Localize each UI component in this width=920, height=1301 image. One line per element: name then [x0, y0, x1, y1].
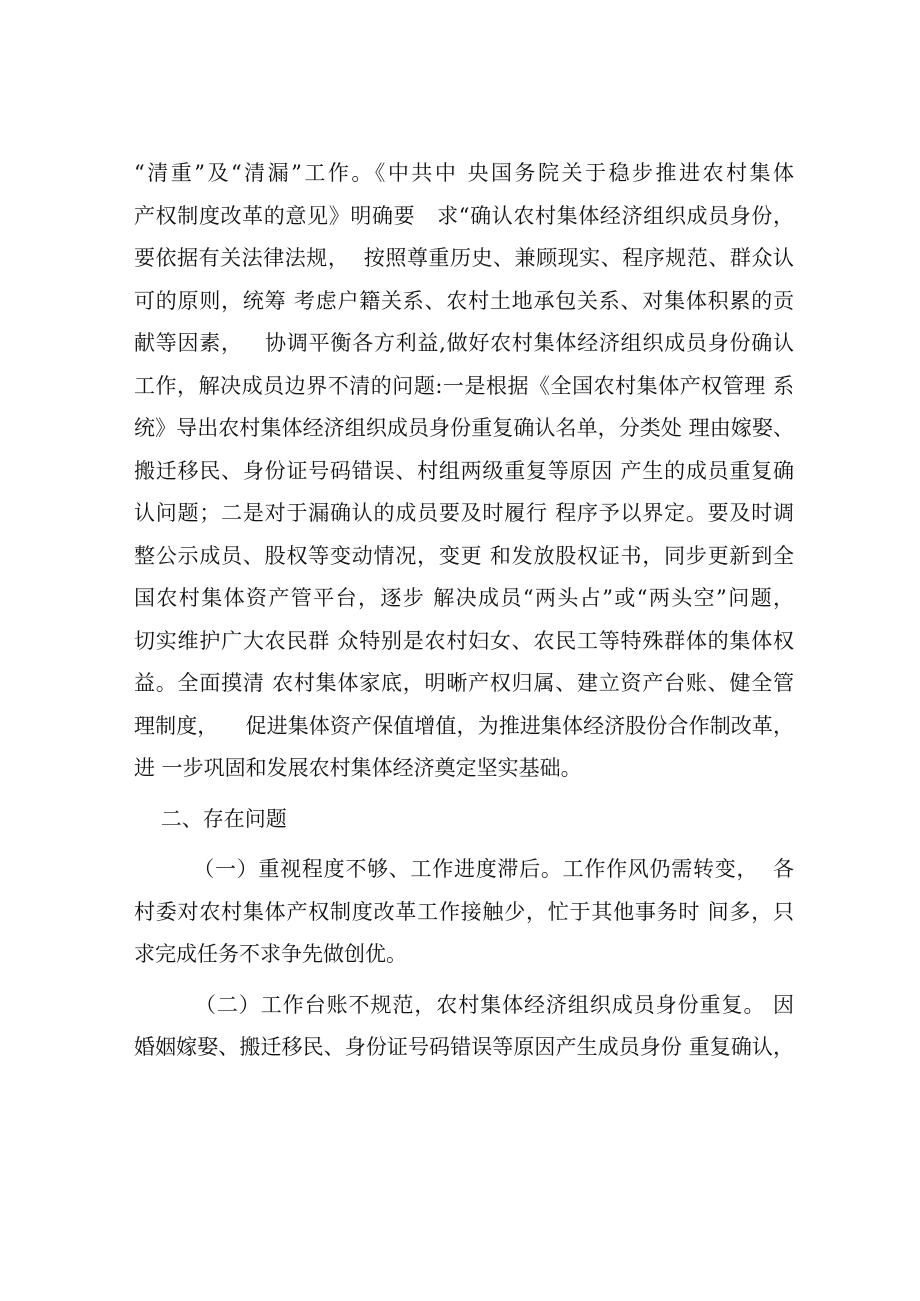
- text-line: 统》导出农村集体经济组织成员身份重复确认名单，分类处 理由嫁娶、: [134, 416, 794, 440]
- paragraph-personnel-confirmation: [134, 152, 794, 790]
- text-line: 认问题；二是对于漏确认的成员要及时履行 程序予以界定。要及时调: [134, 501, 794, 525]
- text-line: 产权制度改革的意见》明确要 求“确认农村集体经济组织成员身份，: [134, 203, 794, 228]
- paragraph-issue-2: [134, 984, 794, 1069]
- section-heading-issues: 二、存在问题: [134, 806, 287, 831]
- text-line: 要依据有关法律法规， 按照尊重历史、兼顾现实、程序规范、群众认: [134, 246, 794, 270]
- text-line: 搬迁移民、身份证号码错误、村组两级重复等原因 产生的成员重复确: [134, 458, 794, 483]
- text-line: （一）重视程度不够、工作进度滞后。工作作风仍需转变， 各: [134, 857, 794, 881]
- text-line: 益。全面摸清 农村集体家底，明晰产权归属、建立资产台账、健全管: [134, 671, 794, 695]
- text-line: 国农村集体资产管平台，逐步 解决成员“两头占”或“两头空”问题，: [134, 586, 794, 610]
- document-body: [134, 152, 794, 1069]
- text-line: 进 一步巩固和发展农村集体经济奠定坚实基础。: [134, 756, 582, 780]
- text-line: 婚姻嫁娶、搬迁移民、身份证号码错误等原因产生成员身份 重复确认，: [134, 1035, 794, 1059]
- text-line: 可的原则，统筹 考虑户籍关系、农村土地承包关系、对集体积累的贡: [134, 288, 794, 313]
- text-line: 献等因素， 协调平衡各方利益,做好农村集体经济组织成员身份确认: [134, 331, 794, 355]
- text-line: 整公示成员、股权等变动情况，变更 和发放股权证书，同步更新到全: [134, 543, 794, 568]
- text-line: 理制度， 促进集体资产保值增值，为推进集体经济股份合作制改革，: [134, 713, 794, 738]
- text-line: 工作，解决成员边界不清的问题:一是根据《全国农村集体产权管理 系: [134, 373, 794, 398]
- paragraph-issue-1: [134, 848, 794, 976]
- text-line: （二）工作台账不规范，农村集体经济组织成员身份重复。 因: [134, 992, 794, 1017]
- text-line: 村委对农村集体产权制度改革工作接触少，忙于其他事务时 间多，只: [134, 899, 794, 924]
- text-line: 切实维护广大农民群 众特别是农村妇女、农民工等特殊群体的集体权: [134, 628, 794, 653]
- text-line: 求完成任务不求争先做创优。: [134, 942, 407, 966]
- text-line: “清重”及“清漏”工作。《中共中 央国务院关于稳步推进农村集体: [134, 161, 794, 185]
